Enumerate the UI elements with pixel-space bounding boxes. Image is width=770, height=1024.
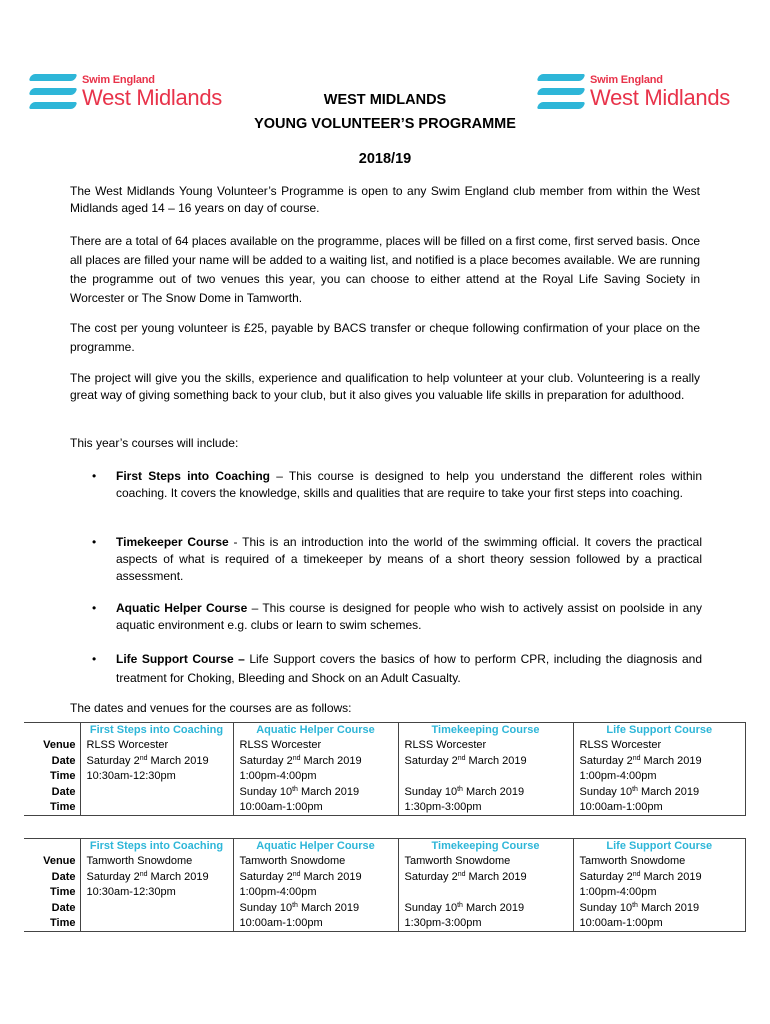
table-row	[24, 785, 746, 800]
table-header-cell: Life Support Course	[573, 839, 746, 855]
page-title: WEST MIDLANDS	[323, 92, 447, 108]
dates-intro: The dates and venues for the courses are as follows:	[70, 701, 352, 715]
course-name: Life Support Course –	[116, 652, 245, 666]
table-row	[24, 854, 746, 869]
table-header-cell: Timekeeping Course	[398, 723, 573, 739]
cost-paragraph: The cost per young volunteer is £25, payable by BACS transfer or cheque following confirmation of your place on the programme.	[70, 321, 700, 354]
table-cell: 1:30pm-3:00pm	[398, 800, 573, 816]
table-cell	[398, 769, 573, 784]
bullet-icon: •	[92, 469, 97, 483]
table-cell: Sunday 10th March 2019	[573, 785, 746, 800]
table-cell: Saturday 2nd March 2019	[398, 754, 573, 769]
course-name: Aquatic Helper Course	[116, 601, 248, 615]
table-cell: 10:00am-1:00pm	[233, 916, 398, 932]
table-header-cell	[24, 839, 80, 855]
table-header-cell: Aquatic Helper Course	[233, 723, 398, 739]
table-header-cell	[24, 723, 80, 739]
table-cell: Saturday 2nd March 2019	[398, 870, 573, 885]
row-label: Time	[50, 886, 76, 899]
table-cell: 10:30am-12:30pm	[80, 769, 233, 784]
row-label: Time	[50, 917, 76, 930]
table-cell	[80, 800, 233, 816]
table-cell: Sunday 10th March 2019	[233, 785, 398, 800]
bullet-icon: •	[92, 535, 97, 549]
table-header-row	[24, 723, 746, 739]
logo-small-text: Swim England	[590, 74, 663, 86]
table-cell: Saturday 2nd March 2019	[573, 754, 746, 769]
page-subtitle: YOUNG VOLUNTEER’S PROGRAMME	[254, 116, 516, 132]
table-header-row	[24, 839, 746, 855]
bullet-icon: •	[92, 601, 97, 615]
table-cell: RLSS Worcester	[233, 738, 398, 753]
course-description: – This course is designed for people who wish to actively assist on poolside in any aquatic environment e.g. clubs or learn to swim schemes.	[116, 601, 702, 632]
table-cell: 1:00pm-4:00pm	[233, 885, 398, 900]
course-description: – This course is designed to help you understand the different roles within coaching. It covers the knowledge, skills and qualities that are require to take your first steps into coaching.	[116, 469, 703, 500]
table-header-cell: Aquatic Helper Course	[233, 839, 398, 855]
table-row	[24, 901, 746, 916]
row-label: Time	[50, 801, 76, 814]
row-label: Date	[51, 785, 76, 798]
table-cell: RLSS Worcester	[573, 738, 746, 753]
table-cell: RLSS Worcester	[398, 738, 573, 753]
table-cell: 1:00pm-4:00pm	[233, 769, 398, 784]
places-paragraph: There are a total of 64 places available on the programme, places will be filled on a first come, first served basis. Once all places are filled your name will be added to a waiting list, and notified is a place becomes available. We are running the programme out of two venues this year, you can choose to either attend at the Royal Life Saving Society in Worcester or The Snow Dome in Tamworth.	[70, 234, 700, 305]
row-label: Date	[51, 901, 76, 914]
table-cell: Tamworth Snowdome	[573, 854, 746, 869]
table-header-cell: Life Support Course	[573, 723, 746, 739]
table-cell: Saturday 2nd March 2019	[80, 870, 233, 885]
bullet-icon: •	[92, 652, 97, 666]
row-label: Date	[51, 754, 76, 767]
table-cell: Sunday 10th March 2019	[233, 901, 398, 916]
table-cell: 10:00am-1:00pm	[573, 800, 746, 816]
table-cell: Tamworth Snowdome	[233, 854, 398, 869]
table-cell	[80, 916, 233, 932]
intro-paragraph: The West Midlands Young Volunteer’s Programme is open to any Swim England club member from within the West Midlands aged 14 – 16 years on day of course.	[70, 184, 700, 215]
schedule-table-tamworth	[24, 838, 746, 932]
table-row	[24, 916, 746, 932]
table-cell: 10:30am-12:30pm	[80, 885, 233, 900]
logo-big-text: West Midlands	[82, 85, 222, 110]
table-cell: 1:30pm-3:00pm	[398, 916, 573, 932]
table-cell: Sunday 10th March 2019	[398, 901, 573, 916]
table-row	[24, 870, 746, 885]
row-label: Time	[50, 770, 76, 783]
table-cell: Saturday 2nd March 2019	[573, 870, 746, 885]
schedule-table-worcester	[24, 722, 746, 816]
table-cell: Saturday 2nd March 2019	[233, 754, 398, 769]
table-cell: 1:00pm-4:00pm	[573, 769, 746, 784]
row-label: Date	[51, 870, 76, 883]
table-header-cell: First Steps into Coaching	[80, 839, 233, 855]
table-cell: 10:00am-1:00pm	[233, 800, 398, 816]
table-cell: Saturday 2nd March 2019	[80, 754, 233, 769]
row-label: Venue	[43, 739, 76, 752]
table-cell: Tamworth Snowdome	[80, 854, 233, 869]
course-name: First Steps into Coaching	[116, 469, 271, 483]
table-header-cell: First Steps into Coaching	[80, 723, 233, 739]
course-name: Timekeeper Course	[116, 535, 229, 549]
page-year: 2018/19	[358, 151, 412, 167]
table-cell: Sunday 10th March 2019	[573, 901, 746, 916]
table-row	[24, 738, 746, 753]
table-cell	[398, 885, 573, 900]
course-description: Life Support covers the basics of how to perform CPR, including the diagnosis and treatment for Choking, Bleeding and Shock on an Adult Casualty.	[116, 652, 703, 685]
table-row	[24, 754, 746, 769]
table-row	[24, 885, 746, 900]
table-cell: Sunday 10th March 2019	[398, 785, 573, 800]
row-label: Venue	[43, 855, 76, 868]
table-cell: 1:00pm-4:00pm	[573, 885, 746, 900]
logo-small-text: Swim England	[82, 74, 155, 86]
table-cell: 10:00am-1:00pm	[573, 916, 746, 932]
table-row	[24, 800, 746, 816]
table-cell	[80, 901, 233, 916]
logo-big-text: West Midlands	[590, 85, 730, 110]
course-description: - This is an introduction into the world of the swimming official. It covers the practical aspects of what is required of a timekeeper by means of a short theory session followed by a practical assessment.	[116, 535, 702, 583]
courses-intro: This year’s courses will include:	[70, 436, 239, 450]
project-paragraph: The project will give you the skills, experience and qualification to help volunteer at your club. Volunteering is a really great way of giving something back to your club, but it also gives you valuable life skills in preparation for adulthood.	[70, 371, 700, 402]
table-row	[24, 769, 746, 784]
table-cell: Saturday 2nd March 2019	[233, 870, 398, 885]
table-header-cell: Timekeeping Course	[398, 839, 573, 855]
table-cell: RLSS Worcester	[80, 738, 233, 753]
table-cell	[80, 785, 233, 800]
table-cell: Tamworth Snowdome	[398, 854, 573, 869]
